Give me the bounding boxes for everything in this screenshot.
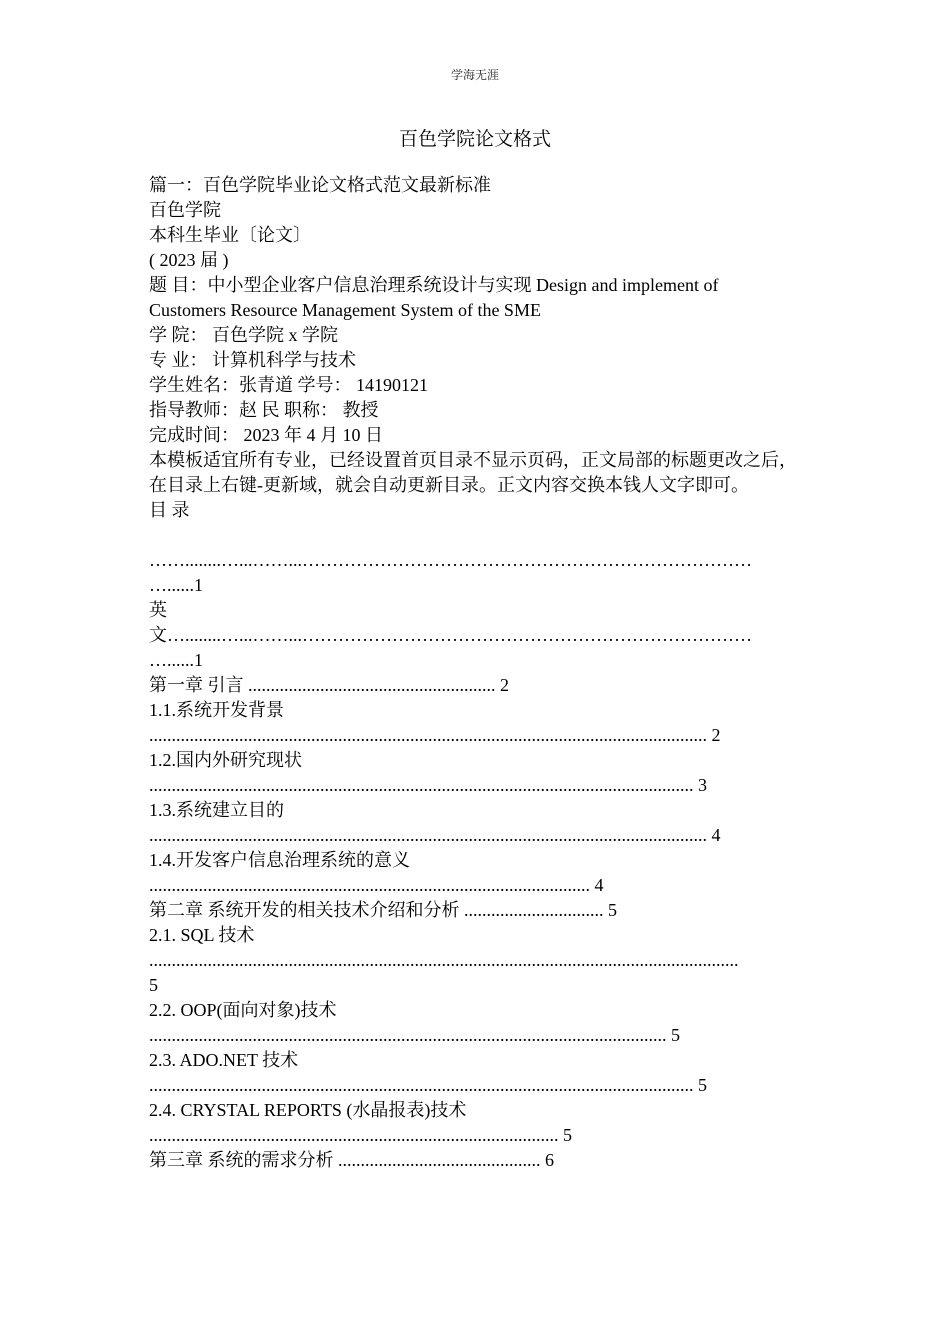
toc-section-leader[interactable]: ................................................................................................................... 5 xyxy=(149,1025,680,1045)
toc-chapter-2[interactable]: 第二章 系统开发的相关技术介绍和分析 ............................... 5 xyxy=(149,900,617,920)
thesis-topic-line-2: Customers Resource Management System of the SME xyxy=(149,300,541,320)
school-name: 百色学院 xyxy=(149,200,221,220)
thesis-topic-line-1: 题 目：中小型企业客户信息治理系统设计与实现 Design and implement of xyxy=(149,275,719,295)
toc-section-1-2[interactable]: 1.2.国内外研究现状 xyxy=(149,750,302,770)
page-header: 学海无涯 xyxy=(450,68,499,82)
toc-entry-leader[interactable]: 文…........…...……...………………………………………………………………… xyxy=(149,625,752,645)
completion-date: 完成时间： 2023 年 4 月 10 日 xyxy=(149,425,383,445)
student-field: 学生姓名：张青道 学号： 14190121 xyxy=(149,375,428,395)
toc-entry-label[interactable]: 英 xyxy=(149,600,167,620)
toc-section-2-4[interactable]: 2.4. CRYSTAL REPORTS (水晶报表)技术 xyxy=(149,1100,467,1120)
toc-entry-page[interactable]: …......1 xyxy=(149,575,203,595)
document-title: 百色学院论文格式 xyxy=(398,129,551,150)
toc-section-leader[interactable]: ................................................................................................................................... xyxy=(149,950,739,970)
toc-chapter-3[interactable]: 第三章 系统的需求分析 ............................................. 6 xyxy=(149,1150,554,1170)
toc-section-1-1[interactable]: 1.1.系统开发背景 xyxy=(149,700,284,720)
toc-entry-page[interactable]: …......1 xyxy=(149,650,203,670)
graduation-year: ( 2023 届 ) xyxy=(149,250,229,270)
toc-section-2-1[interactable]: 2.1. SQL 技术 xyxy=(149,925,255,945)
thesis-type: 本科生毕业〔论文〕 xyxy=(149,225,311,245)
toc-heading: 目 录 xyxy=(149,500,190,520)
spacer xyxy=(149,523,804,548)
toc-section-leader[interactable]: ......................................................................................................................... 5 xyxy=(149,1075,707,1095)
toc-section-1-3[interactable]: 1.3.系统建立目的 xyxy=(149,800,284,820)
advisor-field: 指导教师：赵 民 职称： 教授 xyxy=(149,400,379,420)
toc-section-2-3[interactable]: 2.3. ADO.NET 技术 xyxy=(149,1050,299,1070)
part-heading: 篇一：百色学院毕业论文格式范文最新标准 xyxy=(149,175,491,195)
toc-section-1-4[interactable]: 1.4.开发客户信息治理系统的意义 xyxy=(149,850,410,870)
document-body xyxy=(149,173,804,1173)
template-note-1: 本模板适宜所有专业，已经设置首页目录不显示页码，正文局部的标题更改之后， xyxy=(149,450,797,470)
toc-section-leader[interactable]: ......................................................................................................................... 3 xyxy=(149,775,707,795)
toc-section-2-2[interactable]: 2.2. OOP(面向对象)技术 xyxy=(149,1000,337,1020)
toc-entry-leader[interactable]: ……........…...……...………………………………………………………………… xyxy=(149,550,752,570)
college-field: 学 院： 百色学院 x 学院 xyxy=(149,325,338,345)
toc-chapter-1[interactable]: 第一章 引言 ....................................................... 2 xyxy=(149,675,509,695)
major-field: 专 业： 计算机科学与技术 xyxy=(149,350,356,370)
toc-section-page[interactable]: 5 xyxy=(149,975,158,995)
toc-section-leader[interactable]: ............................................................................................................................ 4 xyxy=(149,825,721,845)
toc-section-leader[interactable]: .................................................................................................. 4 xyxy=(149,875,604,895)
toc-section-leader[interactable]: ........................................................................................... 5 xyxy=(149,1125,572,1145)
template-note-2: 在目录上右键-更新域，就会自动更新目录。正文内容交换本钱人文字即可。 xyxy=(149,475,749,495)
toc-section-leader[interactable]: ............................................................................................................................ 2 xyxy=(149,725,721,745)
